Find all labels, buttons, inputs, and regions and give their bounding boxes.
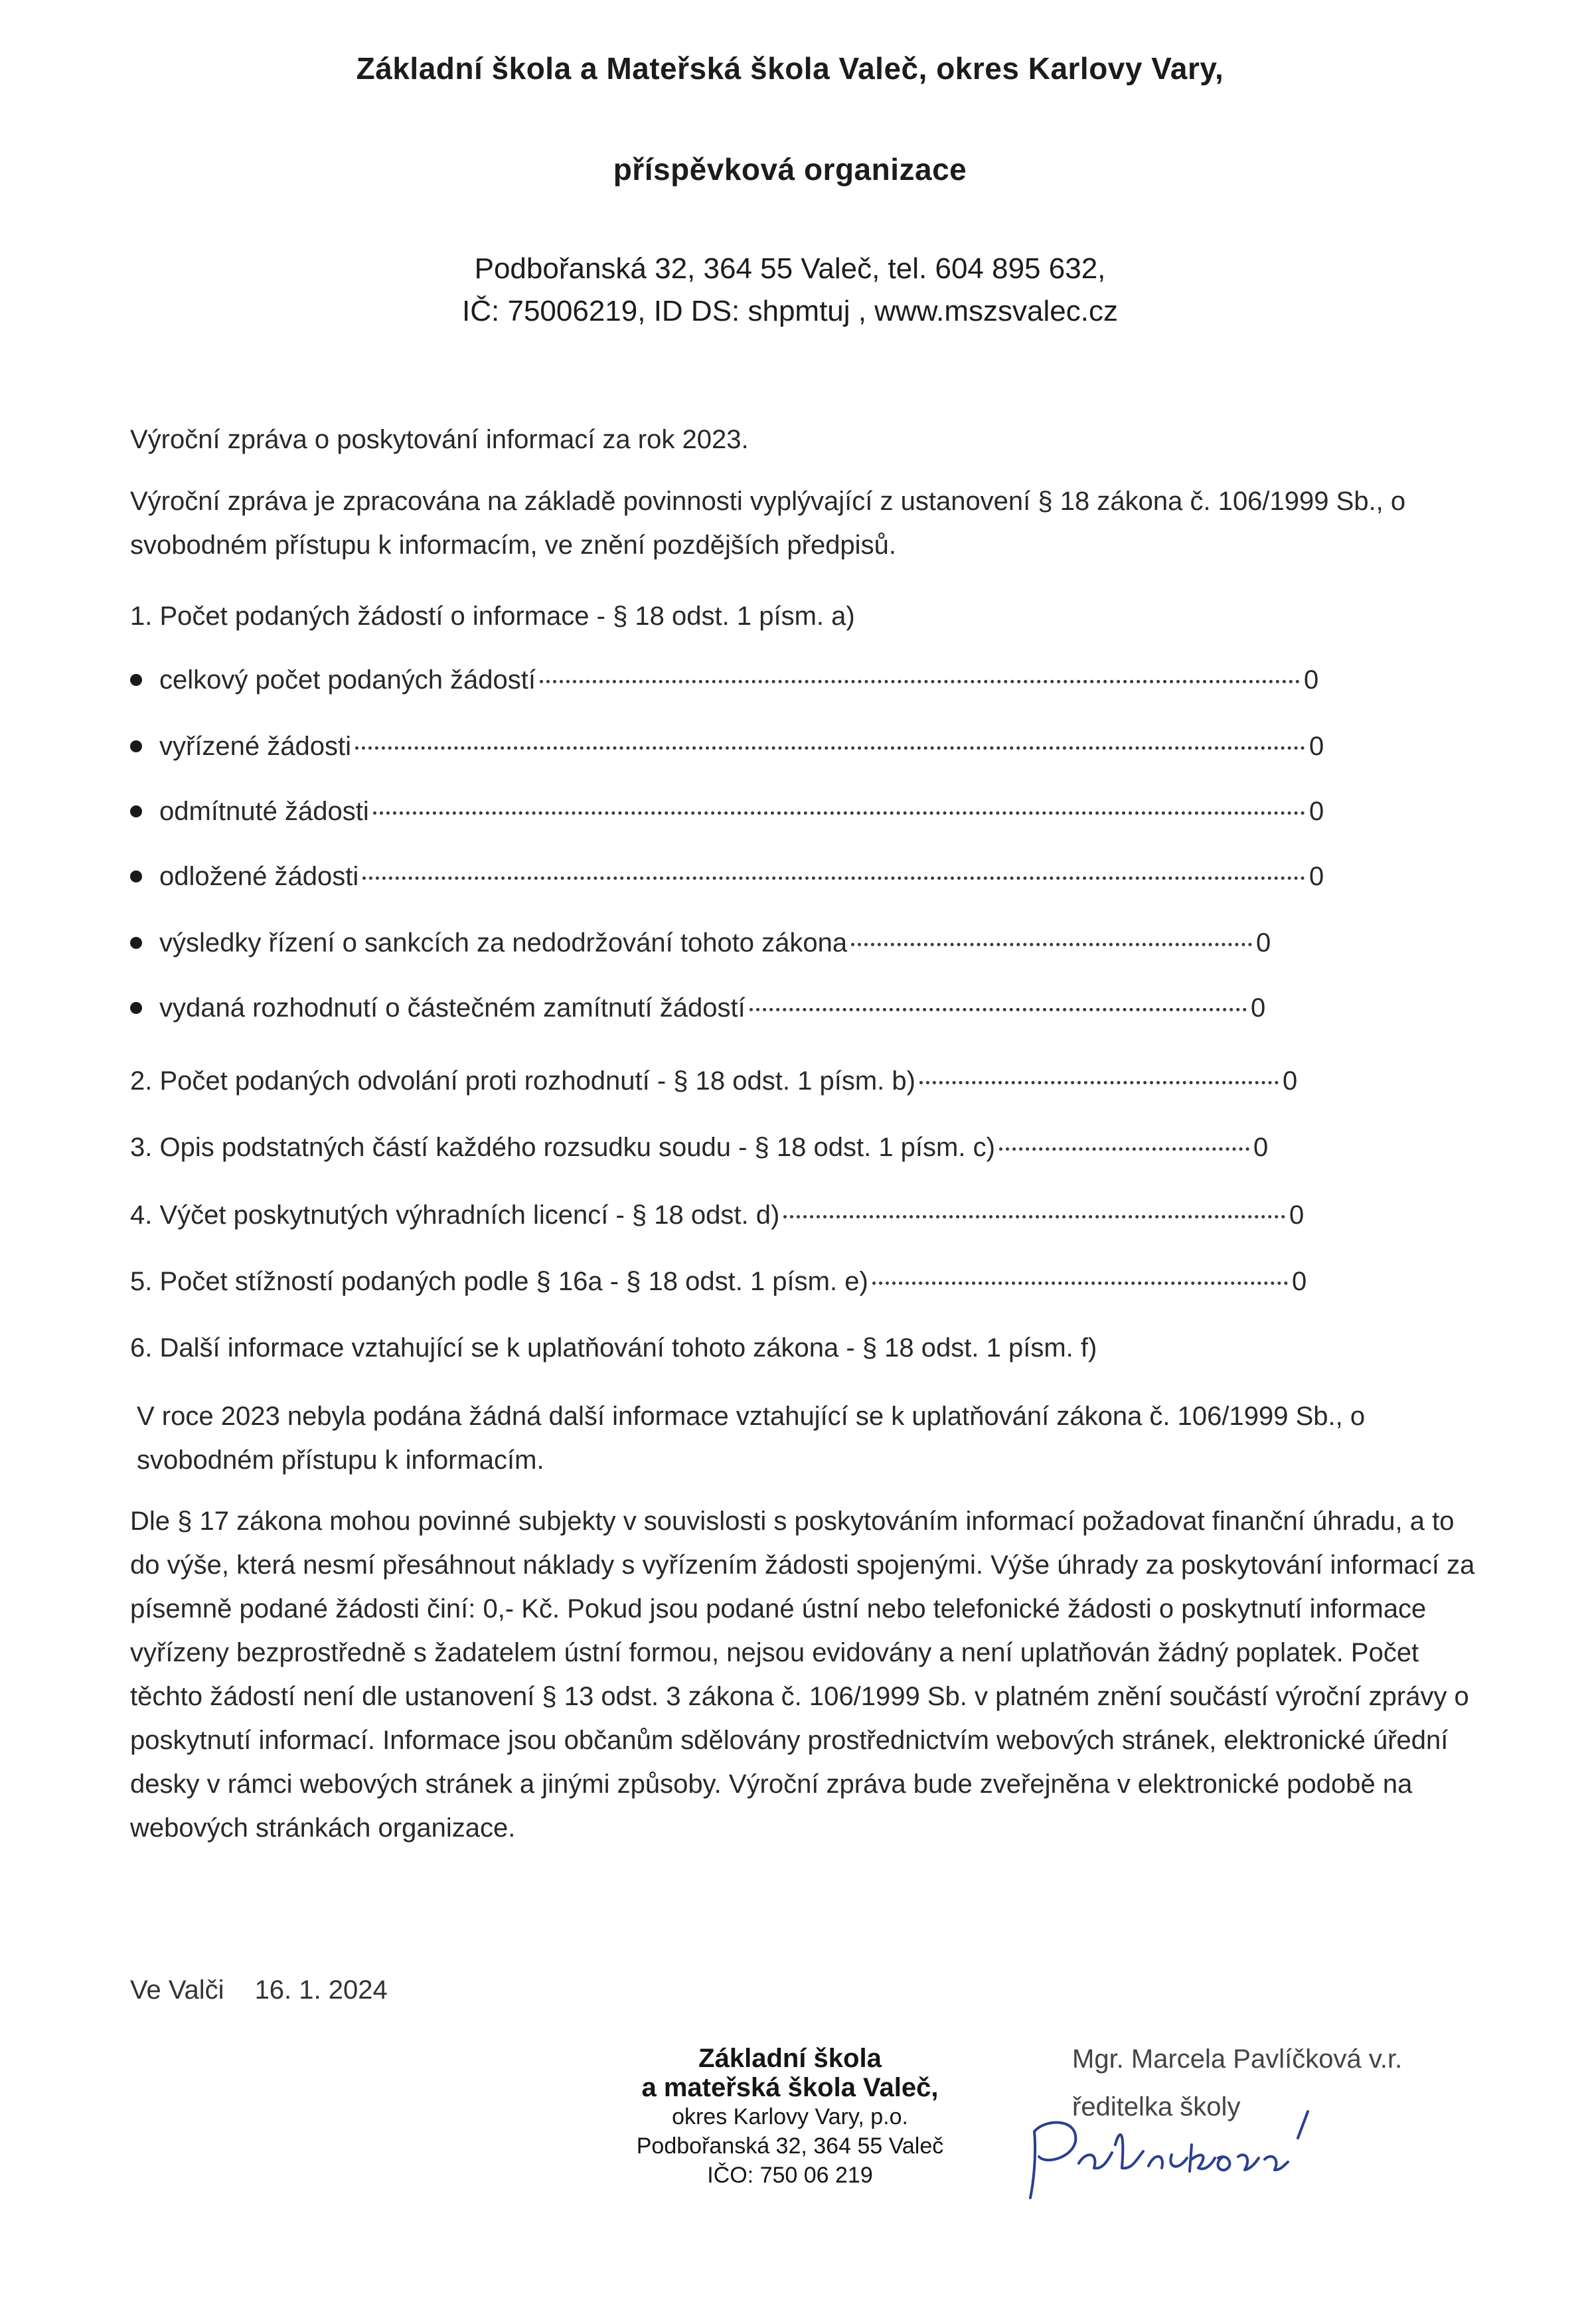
stamp-line: okres Karlovy Vary, p.o. <box>672 2104 908 2129</box>
stamp-line: Základní škola <box>698 2044 882 2073</box>
numbered-value: 0 <box>1292 1267 1307 1296</box>
bullet-item <box>130 732 1325 762</box>
bullet-icon <box>130 674 142 686</box>
signer-role: ředitelka školy <box>1072 2092 1241 2121</box>
numbered-label: 5. Počet stížností podaných podle § 16a - § 18 odst. 1 písm. e) <box>130 1267 868 1296</box>
handwritten-signature <box>1016 2105 1328 2204</box>
school-stamp <box>584 2044 996 2190</box>
bullet-value: 0 <box>1309 732 1324 761</box>
organization-type-heading: příspěvková organizace <box>613 152 967 187</box>
section-6-heading: 6. Další informace vztahující se k uplatňování tohoto zákona - § 18 odst. 1 písm. f) <box>130 1333 1097 1363</box>
bullet-icon <box>130 740 142 752</box>
dot-leader <box>355 746 1305 750</box>
bullet-item <box>130 928 1272 958</box>
bullet-item <box>130 665 1320 695</box>
stamp-line: a mateřská škola Valeč, <box>641 2073 939 2102</box>
bullet-value: 0 <box>1251 993 1266 1023</box>
dot-leader <box>999 1147 1249 1151</box>
stamp-line: IČO: 750 06 219 <box>707 2163 873 2188</box>
bullet-value: 0 <box>1309 862 1324 891</box>
place-label: Ve Valči <box>130 1975 224 2005</box>
numbered-item <box>130 1133 1269 1163</box>
bullet-value: 0 <box>1304 665 1319 695</box>
bullet-item <box>130 993 1267 1023</box>
bullet-icon <box>130 871 142 882</box>
section-6-text: V roce 2023 nebyla podána žádná další informace vztahující se k uplatňování zákona č. 106/1999 Sb., o svobodném přístupu k informacím. <box>137 1402 1366 1475</box>
bullet-label: vydaná rozhodnutí o částečném zamítnutí žádostí <box>159 993 746 1023</box>
dot-leader <box>851 943 1252 946</box>
numbered-value: 0 <box>1289 1201 1304 1230</box>
numbered-label: 2. Počet podaných odvolání proti rozhodnutí - § 18 odst. 1 písm. b) <box>130 1066 915 1096</box>
signer-name: Mgr. Marcela Pavlíčková v.r. <box>1072 2044 1403 2074</box>
bullet-icon <box>130 805 142 817</box>
report-title: Výroční zpráva o poskytování informací za rok 2023. <box>130 425 749 454</box>
bullet-label: odmítnuté žádosti <box>159 797 369 826</box>
dot-leader <box>783 1215 1285 1218</box>
numbered-value: 0 <box>1283 1066 1298 1096</box>
numbered-label: 3. Opis podstatných částí každého rozsudku soudu - § 18 odst. 1 písm. c) <box>130 1133 995 1162</box>
school-address: Podbořanská 32, 364 55 Valeč, tel. 604 895 632, <box>474 252 1106 285</box>
bullet-value: 0 <box>1309 797 1324 826</box>
bullet-label: celkový počet podaných žádostí <box>159 665 536 695</box>
school-identifiers: IČ: 75006219, ID DS: shpmtuj , www.mszsvalec.cz <box>462 295 1118 327</box>
bullet-label: odložené žádosti <box>159 862 359 891</box>
bullet-icon <box>130 937 142 949</box>
dot-leader <box>362 876 1305 880</box>
closing-paragraph: Dle § 17 zákona mohou povinné subjekty v souvislosti s poskytováním informací požadovat finanční úhradu, a to do výše, která nesmí přesáhnout náklady s vyřízením žádosti spojenými. Výše úhrady za poskytování informací za písemně podané žádosti činí: 0,- Kč. Pokud jsou podané ústní nebo telefonické žádosti o poskytnutí informace vyřízeny bezprostředně s žadatelem ústní formou, nejsou evidovány a není uplatňován žádný poplatek. Počet těchto žádostí není dle ustanovení § 13 odst. 3 zákona č. 106/1999 Sb. v platném znění součástí výroční zprávy o poskytnutí informací. Informace jsou občanům sdělovány prostřednictvím webových stránek, elektronické úřední desky v rámci webových stránek a jinými způsoby. Výroční zpráva bude zveřejněna v elektronické podobě na webových stránkách organizace. <box>130 1507 1475 1843</box>
numbered-item <box>130 1267 1308 1297</box>
numbered-item <box>130 1201 1305 1230</box>
dot-leader <box>750 1008 1247 1011</box>
bullet-label: vyřízené žádosti <box>159 732 352 761</box>
bullet-icon <box>130 1002 142 1014</box>
bullet-item <box>130 797 1325 827</box>
numbered-item <box>130 1066 1299 1096</box>
dot-leader <box>919 1081 1279 1084</box>
dot-leader <box>540 680 1300 683</box>
school-name-heading: Základní škola a Mateřská škola Valeč, okres Karlovy Vary, <box>356 51 1224 86</box>
bullet-item <box>130 862 1325 892</box>
stamp-line: Podbořanská 32, 364 55 Valeč <box>636 2133 944 2159</box>
dot-leader <box>872 1282 1288 1285</box>
dot-leader <box>373 811 1305 815</box>
numbered-value: 0 <box>1253 1133 1269 1162</box>
report-intro: Výroční zpráva je zpracována na základě povinnosti vyplývající z ustanovení § 18 zákona č. 106/1999 Sb., o svobodném přístupu k informacím, ve znění pozdějších předpisů. <box>130 487 1406 560</box>
section-1-heading: 1. Počet podaných žádostí o informace - § 18 odst. 1 písm. a) <box>130 602 855 631</box>
date-value: 16. 1. 2024 <box>254 1975 388 2005</box>
place-and-date <box>130 1975 388 2005</box>
bullet-label: výsledky řízení o sankcích za nedodržování tohoto zákona <box>159 928 848 957</box>
bullet-value: 0 <box>1256 928 1271 957</box>
numbered-label: 4. Výčet poskytnutých výhradních licencí - § 18 odst. d) <box>130 1201 780 1230</box>
